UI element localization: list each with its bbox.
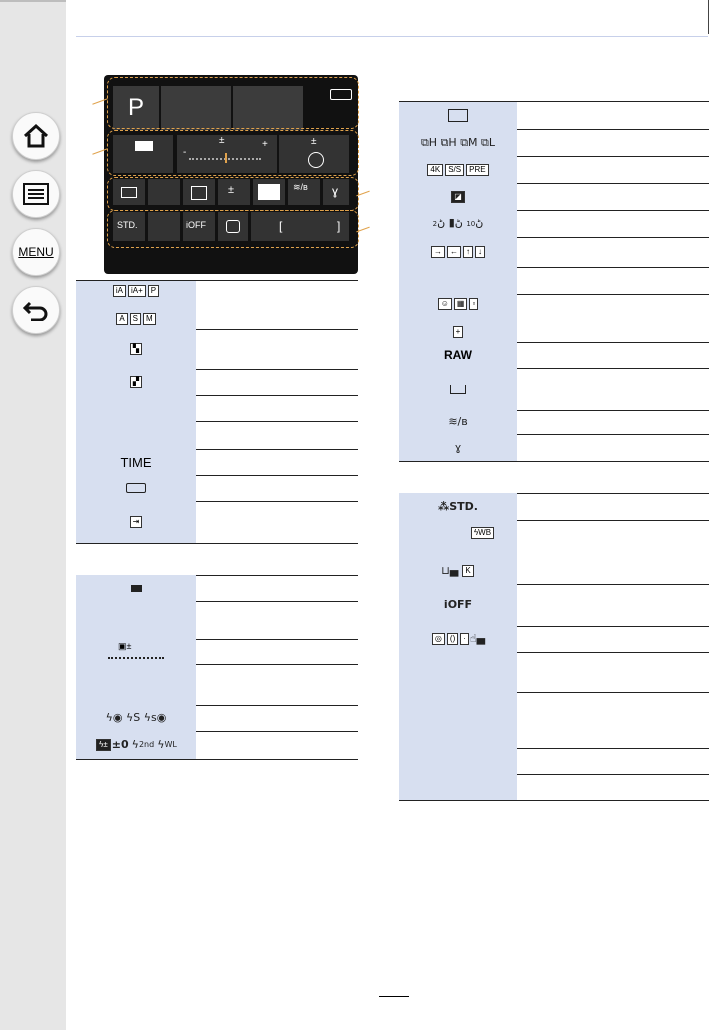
photo-style-icon: ⁂STD.: [437, 499, 478, 513]
table-row: [399, 461, 709, 494]
row-split-2: [196, 664, 358, 665]
back-button[interactable]: [12, 286, 60, 334]
setup-icon-cell: [399, 434, 517, 461]
time-label: TIME: [120, 454, 152, 470]
face-detect-icon: ☺: [438, 298, 452, 310]
bracket-right: ]: [337, 219, 341, 233]
table-row: [399, 652, 709, 693]
list-icon: [23, 183, 49, 205]
playback-icon-cell: [76, 501, 196, 543]
empty-icon-cell: [76, 421, 196, 449]
ev-pm-label: ±: [219, 135, 225, 146]
ev-box-icon: ▣±: [118, 641, 132, 651]
quality-icon-cell: [76, 575, 196, 601]
flash-mode-icons: ϟ◉ ϟS ϟs◉: [105, 711, 167, 724]
table-row: [76, 575, 358, 602]
burst-icon-cell: [399, 129, 517, 156]
highlight-metering-icon: ☝▄: [469, 632, 486, 645]
white-balance-icon-cell: [399, 520, 517, 584]
table-row: [399, 294, 709, 343]
4k-burst-s-icon: S/S: [445, 164, 464, 176]
flash-pm-label: ±: [311, 136, 317, 147]
sidebar: [0, 0, 66, 1030]
second-curtain-label: 2nd: [138, 740, 155, 749]
ioff-label: iOFF: [186, 220, 206, 230]
manual-mode-icon: M: [143, 313, 156, 325]
sidebar-top-line: [0, 0, 66, 2]
table-row: [399, 342, 709, 369]
flash-adjust-icon-cell: ϟ± ±0 ϟ 2nd ϟ WL: [76, 731, 196, 759]
table-row: [399, 520, 709, 585]
color-temp-icon: K: [462, 565, 473, 577]
callout-box-1: [107, 77, 359, 129]
home-button[interactable]: [12, 112, 60, 160]
table-row: [399, 102, 709, 130]
spot-metering-icon: ·: [460, 633, 469, 645]
empty-icon-cell: [399, 774, 517, 800]
burst-icons: ⧉H ⧉H ⧉M ⧉L: [420, 135, 496, 149]
flash-wb-icon: ϟWB: [471, 527, 494, 539]
intelligent-auto-plus-icon: iA+: [128, 285, 146, 297]
scene-mode-icon: ▞: [130, 376, 142, 388]
plus-label: +: [262, 139, 268, 150]
quality-icon: [131, 585, 142, 592]
table-row: [76, 501, 358, 544]
pan-up-icon: ↑: [463, 246, 473, 258]
table-row: [399, 156, 709, 184]
table-row: [399, 368, 709, 411]
1-area-icon: +: [453, 326, 464, 338]
table-row: [76, 369, 358, 396]
custom-mode-icon: ▚: [130, 343, 142, 355]
flash-mode-icon-cell: [76, 705, 196, 731]
table-row: [399, 410, 709, 435]
self-timer-icons: ڻ10 ڻ▮ ڻ2: [432, 216, 484, 229]
table-row: [76, 421, 358, 450]
empty-icon-cell: [76, 395, 196, 421]
wrench-icon: ɣ: [454, 440, 462, 454]
mode-label: P: [127, 94, 144, 121]
adjust-icon: ±: [228, 184, 235, 196]
back-arrow-icon: [22, 299, 50, 321]
left-icon-table: [76, 280, 358, 761]
callout-box-3: [107, 177, 359, 211]
table-row: [76, 705, 358, 732]
table-of-contents-button[interactable]: [12, 170, 60, 218]
raw-icon-cell: [399, 342, 517, 368]
table-row: [76, 543, 358, 576]
table-row: [399, 267, 709, 295]
af-mode-icon-cell: [399, 294, 517, 342]
center-metering-icon: (): [447, 633, 458, 645]
photo-style-label: STD.: [117, 220, 138, 230]
table-row: [76, 475, 358, 502]
exposure-icon-cell: [76, 601, 196, 705]
table-row: [76, 601, 358, 706]
wireless-label: WL: [164, 740, 177, 749]
empty-icon-cell: [399, 267, 517, 294]
program-mode-icon: P: [148, 285, 159, 297]
single-shot-icon: [448, 109, 468, 122]
table-row: [76, 395, 358, 422]
table-row: [76, 731, 358, 760]
photo-style-icon-cell: [399, 493, 517, 520]
scene-icon-cell: [76, 369, 196, 395]
table-row: [399, 434, 709, 462]
table-row: [399, 626, 709, 653]
self-timer-icon-cell: [399, 210, 517, 237]
table-row: [399, 584, 709, 627]
battery-icon: [126, 483, 146, 493]
table-row: [399, 237, 709, 268]
right-icon-table: [399, 101, 709, 802]
wifi-bluetooth-icon: ≋/ʙ: [448, 415, 468, 428]
flash-comp-value: ±0: [111, 738, 129, 751]
page-number-underline: [379, 996, 409, 997]
empty-icon-cell: [399, 748, 517, 774]
menu-label: MENU: [18, 245, 54, 259]
card-access-icon: ⇥: [130, 516, 143, 528]
ioff-label: iOFF: [443, 598, 473, 611]
custom-multi-icon: ▫: [469, 298, 478, 310]
battery-icon-cell: [76, 475, 196, 501]
wifi-bluetooth-icon: ≋/ʙ: [293, 182, 308, 192]
table-row: [399, 183, 709, 211]
menu-button[interactable]: [12, 228, 60, 276]
table-row: [76, 329, 358, 370]
4k-icon-cell: [399, 156, 517, 183]
metering-icon-cell: [399, 626, 517, 652]
table-row: [399, 692, 709, 749]
pan-down-icon: ↓: [475, 246, 485, 258]
single-icon-cell: [399, 102, 517, 129]
post-focus-icon: ◪: [451, 191, 465, 203]
table-row: [399, 493, 709, 521]
multi-metering-icon: ◎: [432, 633, 445, 645]
4k-photo-icon: 4K: [427, 164, 443, 176]
custom-mode-icon-cell: [76, 329, 196, 369]
row-split-1: [196, 639, 358, 640]
aspect-icon-cell: [399, 368, 517, 410]
table-row: [399, 210, 709, 238]
wb-set-icon: ⊔▄: [441, 564, 459, 577]
home-icon: [22, 123, 50, 149]
time-icon-cell: [76, 449, 196, 475]
4k-pre-icon: PRE: [466, 164, 488, 176]
mode-icons: [76, 281, 196, 329]
empty-icon-cell: [399, 692, 517, 748]
raw-label: RAW: [444, 348, 472, 362]
exposure-scale-icon: [106, 641, 166, 665]
aspect-ratio-icon: [450, 385, 466, 394]
table-row: [399, 748, 709, 775]
callout-box-2: [107, 130, 359, 176]
table-row: [399, 129, 709, 157]
post-focus-icon-cell: [399, 183, 517, 210]
wrench-icon: ɣ: [332, 184, 339, 198]
pan-right-icon: →: [431, 246, 445, 258]
flash-adjust-icon: ϟ±: [96, 739, 111, 751]
table-row: [76, 281, 358, 330]
page-edge-mark: [708, 0, 709, 34]
empty-icon-cell: [399, 652, 517, 692]
iresolution-icon-cell: [399, 584, 517, 626]
ev-dots: [108, 657, 164, 659]
bracket-left: [: [279, 219, 283, 233]
aperture-mode-icon: A: [116, 313, 127, 325]
header-rule: [76, 36, 708, 37]
table-row: [399, 774, 709, 801]
wifi-icon-cell: [399, 410, 517, 434]
panorama-icon-cell: [399, 237, 517, 267]
shutter-mode-icon: S: [130, 313, 141, 325]
pan-left-icon: ←: [447, 246, 461, 258]
table-row: [76, 449, 358, 476]
callout-box-4: [107, 210, 359, 248]
intelligent-auto-icon: iA: [113, 285, 126, 297]
49-area-icon: ▦: [454, 298, 468, 310]
minus-label: -: [183, 147, 187, 158]
